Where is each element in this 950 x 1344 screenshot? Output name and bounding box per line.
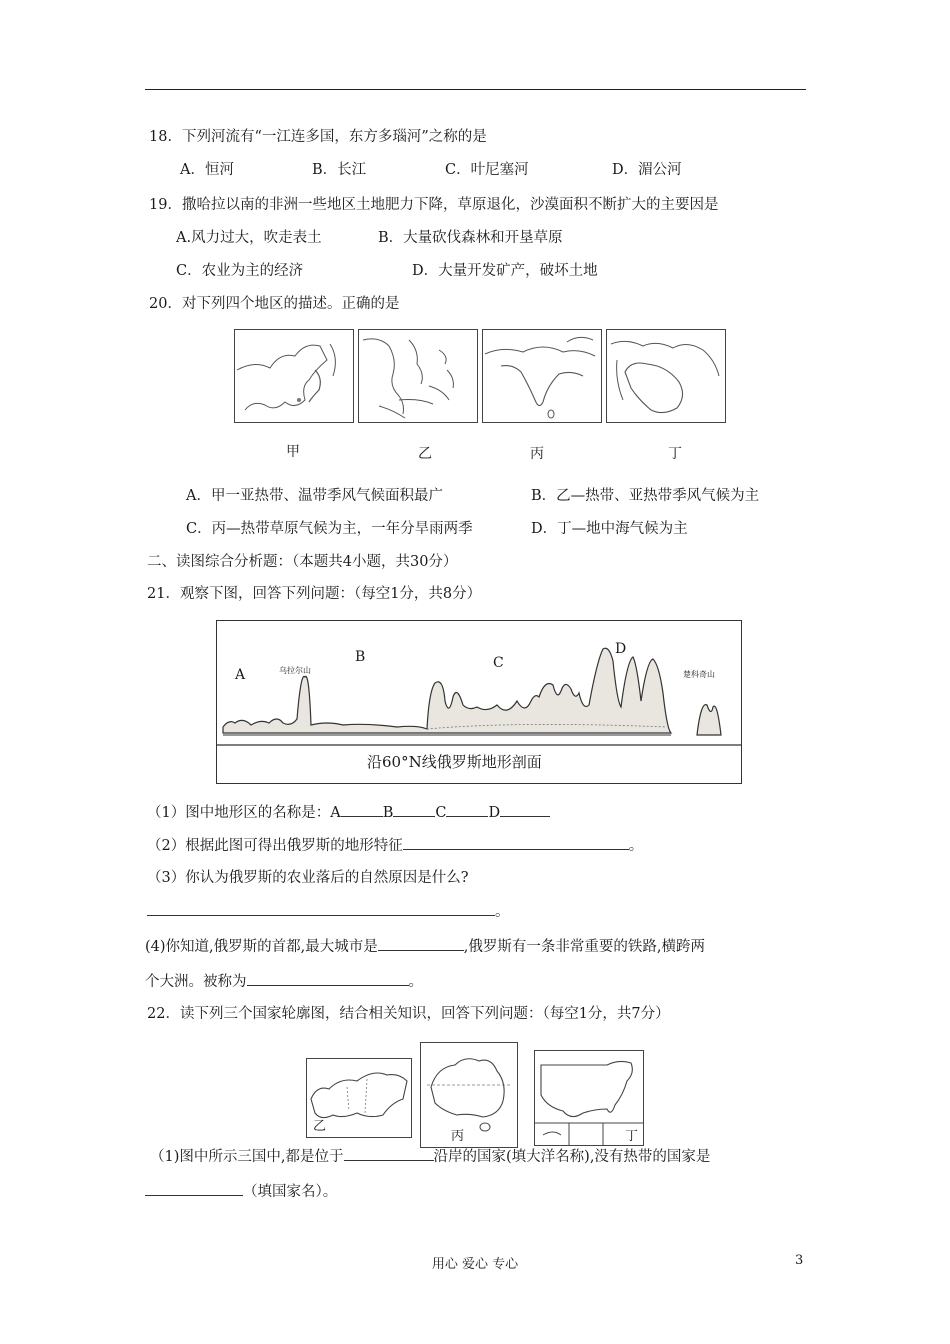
q21-blank-b[interactable] [393,802,435,817]
q22-part1-line2 [145,1181,337,1202]
q21-p2-text: （2）根据此图可得出俄罗斯的地形特征 [147,838,403,854]
q20-stem: 20．对下列四个地区的描述。正确的是 [149,296,400,312]
map-label-ding: 丁 [668,446,682,462]
map22-label-yi: 乙 [313,1119,327,1134]
q18-option-b: B．长江 [312,162,367,178]
map-australia [420,1042,518,1148]
q21-blank-feature[interactable] [403,835,629,850]
q21-blank-c[interactable] [446,802,488,817]
q21-p2-end: 。 [628,838,644,854]
map-usa [534,1050,644,1146]
q19-option-b: B．大量砍伐森林和开垦草原 [378,230,563,246]
q21-stem: 21．观察下图，回答下列问题：（每空1分，共8分） [147,586,482,602]
q21-part3-answer [147,901,510,922]
q22-p1-text: （1)图中所示三国中,都是位于 [150,1149,344,1165]
q21-part1 [147,802,550,823]
russia-profile-figure [216,620,742,784]
q19-option-d: D．大量开发矿产，破坏土地 [412,263,598,279]
map-russia [306,1058,412,1138]
header-rule [145,89,806,90]
page-footer: 用心 爱心 专心 [431,1257,519,1272]
q21-p1-b: B [382,805,394,821]
q22-part1 [150,1146,710,1167]
q21-p1-c: C [435,805,447,821]
map-east-asia [234,329,354,423]
profile-label-a: A [235,667,246,683]
q20-option-b: B．乙—热带、亚热带季风气候为主 [531,488,760,504]
q22-stem: 22．读下列三个国家轮廓图，结合相关知识，回答下列问题：（每空1分，共7分） [147,1006,670,1022]
q21-p1-prefix: （1）图中地形区的名称是：A [147,805,341,821]
q18-option-d: D．湄公河 [612,162,682,178]
q18-stem: 18．下列河流有“一江连多国，东方多瑙河”之称的是 [149,129,487,145]
profile-label-b: B [355,649,366,665]
page-number: 3 [795,1253,804,1268]
map-southeast-asia [358,329,478,423]
q22-p1-mid: 沿岸的国家(填大洋名称),没有热带的国家是 [433,1149,711,1165]
map22-label-ding: 丁 [625,1129,639,1144]
q21-p4-end: 。 [408,974,423,990]
profile-label-ural: 乌拉尔山 [279,666,311,675]
q21-blank-capital[interactable] [378,936,464,951]
q19-option-a: A.风力过大，吹走表土 [176,230,322,246]
q21-blank-railway[interactable] [247,971,409,986]
q21-blank-d[interactable] [500,802,550,817]
q21-blank-a[interactable] [341,802,383,817]
section-2-heading: 二、读图综合分析题：（本题共4小题，共30分） [147,554,458,570]
q20-option-c: C．丙—热带草原气候为主，一年分旱雨两季 [186,521,473,537]
q22-maps-figure [302,1038,652,1154]
map-label-jia: 甲 [286,444,300,460]
q20-maps-figure [234,325,730,465]
profile-label-c: C [493,655,504,671]
q19-stem: 19．撒哈拉以南的非洲一些地区土地肥力下降，草原退化，沙漠面积不断扩大的主要因是 [149,197,719,213]
q22-p1-line2-end: （填国家名）。 [243,1184,338,1200]
q18-option-c: C．叶尼塞河 [445,162,529,178]
q21-p4-mid: ,俄罗斯有一条非常重要的铁路,横跨两 [463,939,705,955]
q21-blank-reason[interactable] [147,901,495,916]
map22-label-bing: 丙 [451,1129,465,1144]
q22-blank-country[interactable] [145,1181,243,1196]
q21-p4-text: (4)你知道,俄罗斯的首都,最大城市是 [145,939,378,955]
profile-caption: 沿60°N线俄罗斯地形剖面 [367,753,542,771]
q18-option-a: A．恒河 [180,162,234,178]
q21-part2 [147,835,643,856]
q20-option-d: D．丁—地中海气候为主 [531,521,688,537]
q21-part4 [145,936,705,957]
q20-option-a: A．甲一亚热带、温带季风气候面积最广 [186,488,443,504]
q21-part4-line2 [145,971,423,992]
map-west-asia [606,329,726,423]
map-label-bing: 丙 [530,446,544,462]
q21-p4-line2-text: 个大洲。被称为 [145,974,247,990]
q21-part3: （3）你认为俄罗斯的农业落后的自然原因是什么? [147,870,469,886]
q21-p3-end: 。 [495,904,510,920]
q19-option-c: C．农业为主的经济 [176,263,304,279]
q22-blank-ocean[interactable] [344,1146,434,1161]
profile-label-east: 楚科奇山 [683,670,715,679]
profile-label-d: D [615,641,627,657]
map-south-asia [482,329,602,423]
q21-p1-d: D [488,805,501,821]
map-label-yi: 乙 [418,446,432,462]
